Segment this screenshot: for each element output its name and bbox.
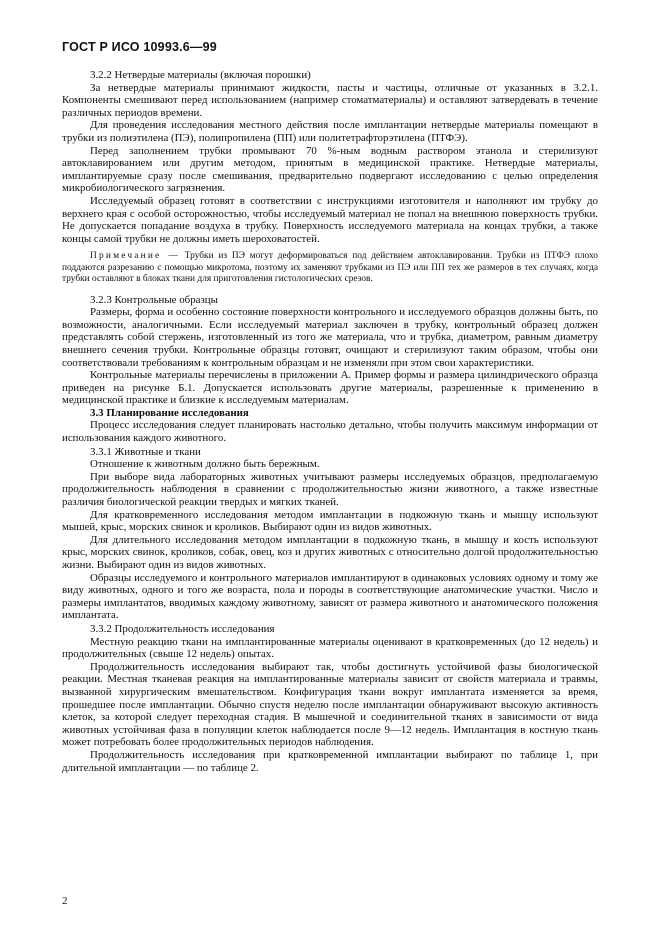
note-text: Трубки из ПЭ могут деформироваться под действием автоклавирования. Трубки из ПТФЭ плохо поддаются разрезанию с помощью микротома, поэтому их заменяют трубками из ПЭ или ПП тех же размеров в тех случаях, когда трубки оставляют в блоках ткани для приготовления гистологических срезов. [62,251,598,285]
paragraph: За нетвердые материалы принимают жидкости, пасты и частицы, отличные от указанных в 3.2.1. Компоненты смешивают перед использованием (например стоматматериалы) и оставляют затвердевать в течение различных периодов времени. [62,81,598,119]
document-header: ГОСТ Р ИСО 10993.6—99 [62,40,217,54]
document-body [62,68,598,774]
paragraph: Для проведения исследования местного действия после имплантации нетвердые материалы помещают в трубки из полиэтилена (ПЭ), полипропилена (ПП) или политетрафторэтилена (ПТФЭ). [62,119,598,144]
note-label: Примечание — [90,251,180,262]
paragraph: Перед заполнением трубки промывают 70 %-ным водным раствором этанола и стерилизуют автоклавированием или другим методом, принятым в медицинской практике. Нетвердые материалы, имплантируемые сразу после смешивания, предварительно подвергают исследованию с целью определения микробиологического загрязнения. [62,144,598,195]
paragraph: Продолжительность исследования выбирают так, чтобы достигнуть устойчивой фазы биологической реакции. Местная тканевая реакция на имплантированные материалы зависит от свойств материала и травмы, вызванной хирургическим вмешательством. Конфигурация ткани вокруг имплантата изменяется за время, прошедшее после имплантации. Обычно спустя неделю после имплантации обнаруживают высокую активность клеток, за которой следует переходная стадия. В мышечной и соединительной тканях в зависимости от вида животных устойчивая фаза в популяции клеток наблюдается после 9—12 недель. Имплантация в костную ткань может потребовать более продолжительных периодов наблюдения. [62,660,598,749]
paragraph: Отношение к животным должно быть бережным. [90,458,320,471]
note [62,251,598,285]
paragraph: Местную реакцию ткани на имплантированные материалы оценивают в кратковременных (до 12 недель) и продолжительных (свыше 12 недель) опытах. [62,635,598,661]
page-number: 2 [62,895,68,907]
paragraph: При выборе вида лабораторных животных учитывают размеры исследуемых образцов, предполагаемую продолжительность наблюдения в сравнении с продолжительностью жизни животного, а также известные различия биологической реакции твердых и мягких тканей. [62,470,598,509]
paragraph: Для длительного исследования методом имплантации в подкожную ткань, в мышцу и кость используют крыс, морских свинок, кроликов, собак, овец, коз и других животных с относительно долгой продолжительностью жизни. Выбирают один из видов животных. [62,533,598,571]
section-heading-bold: 3.3 Планирование исследования [90,406,249,419]
section-heading: 3.3.2 Продолжительность исследования [90,622,275,635]
section-heading: 3.3.1 Животные и ткани [90,445,201,458]
paragraph: Процесс исследования следует планировать настолько детально, чтобы получить максимум информации от использования каждого животного. [62,419,598,445]
paragraph: Размеры, форма и особенно состояние поверхности контрольного и исследуемого образцов должны быть, по возможности, аналогичными. Если исследуемый материал заключен в трубку, контрольный образец должен представлять собой стержень, изготовленный из того же материала, что и трубка, диаметром, равным диаметру внешнего сечения трубки. Контрольные образцы готовят, очищают и стерилизуют таким образом, чтобы они соответствовали требованиям к контрольным образцам и не изменяли при этом свои характеристики. [62,306,598,369]
paragraph: Образцы исследуемого и контрольного материалов имплантируют в одинаковых условиях одному и тому же виду животных, одного и того же возраста, пола и породы в соответствующие анатомические участки. Число и размеры имплантатов, вводимых каждому животному, зависят от размера животного и анатомического положения имплантата. [62,571,598,622]
paragraph: Контрольные материалы перечислены в приложении А. Пример формы и размера цилиндрического образца приведен на рисунке Б.1. Допускается использовать другие материалы, разрешенные к применению в медицинской практике и близкие к исследуемым материалам. [62,369,598,407]
paragraph: Исследуемый образец готовят в соответствии с инструкциями изготовителя и наполняют им трубку до верхнего края с особой осторожностью, чтобы исследуемый материал не попал на внешнюю поверхность трубки. Не допускается попадание воздуха в трубку. Поверхность исследуемого материала на концах трубки, а также концы самой трубки не должны иметь шероховатостей. [62,194,598,245]
paragraph: Для кратковременного исследования методом имплантации в подкожную ткань и мышцу используют мышей, крыс, морских свинок и кроликов. Выбирают один из видов животных. [62,508,598,534]
section-heading: 3.2.3 Контрольные образцы [90,293,218,306]
paragraph: Продолжительность исследования при кратковременной имплантации выбирают по таблице 1, при длительной имплантации — по таблице 2. [62,748,598,774]
section-heading: 3.2.2 Нетвердые материалы (включая порошки) [90,69,311,81]
